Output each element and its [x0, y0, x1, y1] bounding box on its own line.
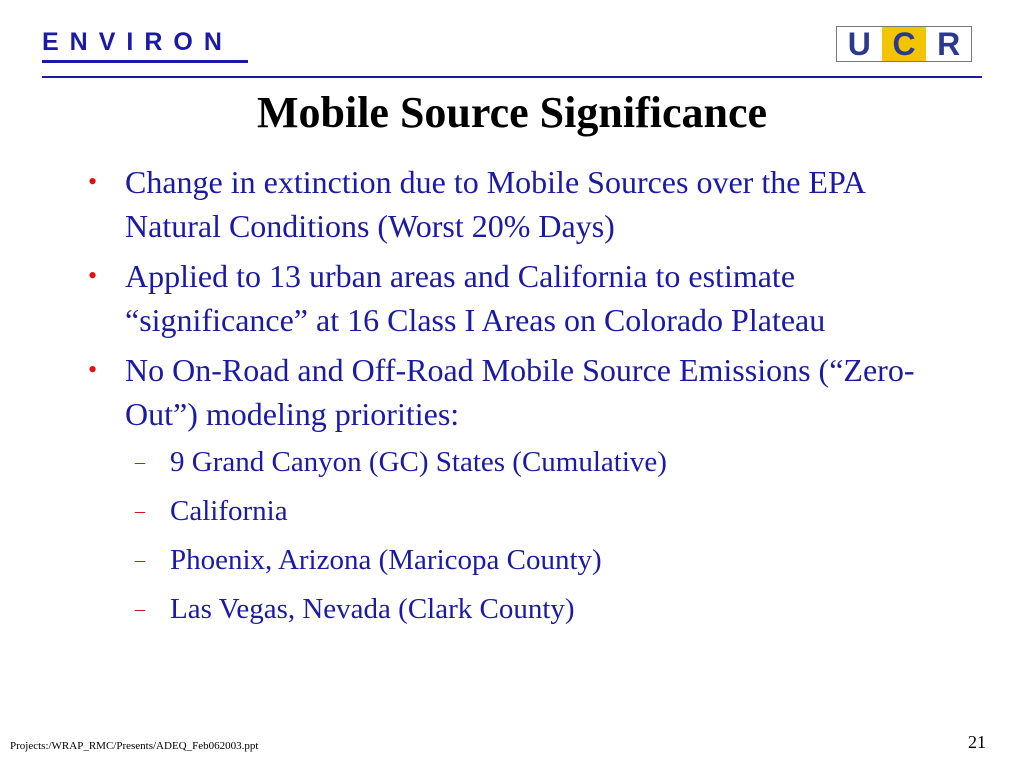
dash-icon: –	[135, 451, 145, 473]
bullet-item	[88, 348, 938, 436]
slide-title: Mobile Source Significance	[256, 88, 768, 137]
page-number: 21	[968, 732, 986, 752]
dash-icon: –	[135, 500, 145, 522]
sub-bullet-text: Las Vegas, Nevada (Clark County)	[170, 593, 575, 625]
bullet-text: Change in extinction due to Mobile Sources over the EPA Natural Conditions (Worst 20% Days)	[125, 164, 865, 244]
environ-logo-underline	[42, 60, 248, 63]
bullet-dot-icon: •	[88, 261, 98, 290]
footer-file-path: Projects:/WRAP_RMC/Presents/ADEQ_Feb062003.ppt	[10, 740, 259, 752]
sub-bullet-text: California	[170, 495, 288, 527]
sub-bullet-item	[135, 442, 938, 482]
bullet-dot-icon: •	[88, 167, 98, 196]
ucr-logo-letter-r: R	[926, 27, 971, 61]
environ-logo: ENVIRON	[42, 28, 233, 56]
sub-bullet-text: Phoenix, Arizona (Maricopa County)	[170, 544, 602, 576]
bullet-item	[88, 160, 938, 248]
bullet-list	[88, 160, 938, 638]
ucr-logo	[836, 26, 972, 62]
header-divider	[42, 76, 982, 78]
sub-bullet-item	[135, 491, 938, 531]
dash-icon: –	[135, 598, 145, 620]
bullet-dot-icon: •	[88, 355, 98, 384]
bullet-text: Applied to 13 urban areas and California to estimate “significance” at 16 Class I Areas on Colorado Plateau	[125, 258, 826, 338]
sub-bullet-item	[135, 540, 938, 580]
bullet-text: No On-Road and Off-Road Mobile Source Emissions (“Zero-Out”) modeling priorities:	[125, 352, 915, 432]
sub-bullet-item	[135, 589, 938, 629]
dash-icon: –	[135, 549, 145, 571]
ucr-logo-letter-u: U	[837, 27, 882, 61]
bullet-item	[88, 254, 938, 342]
sub-bullet-text: 9 Grand Canyon (GC) States (Cumulative)	[170, 446, 667, 478]
ucr-logo-letter-c: C	[882, 27, 927, 61]
